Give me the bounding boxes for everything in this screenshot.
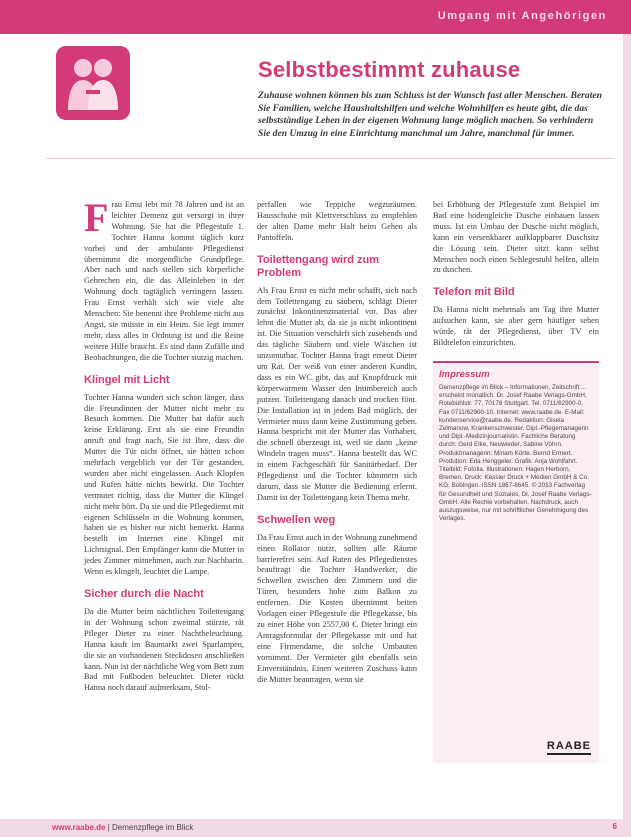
header-band xyxy=(0,0,631,34)
paragraph: perfallen wie Teppiche wegzuräumen. Hausschuhe mit Klettverschluss zu empfehlen der alten Dame mehr Halt beim Gehen als Pantoffeln. xyxy=(257,200,417,242)
intro-text: Zuhause wohnen können bis zum Schluss ist der Wunsch fast aller Menschen. Beraten Sie Familien, welche Haushaltshilfen und welche Wohnhilfen es heute gibt, die das selbstständige Leben in der eigenen Wohnung lange möglich machen. So verhindern Sie den Umzug in eine Einrichtung manchmal um Jahre, manchmal für immer. xyxy=(258,90,602,139)
two-people-icon xyxy=(56,46,130,120)
footer-url[interactable]: www.raabe.de xyxy=(52,823,106,832)
footer-text: www.raabe.de | Demenzpflege im Blick xyxy=(52,823,194,832)
impressum-body: Demenzpflege im Blick – Informationen, Zeitschrift ... erscheint monatlich. Dr. Josef Raabe Verlags-GmbH, Rotebühlstr. 77, 70178 Stuttgart. Tel. 0711/62900-0, Fax 0711/62900-10. Internet: www.raabe.de. E-Mail: kundenservice@raabe.de. Redaktion: Gisela Zelmanow, Krankenschwester, Dipl.-Pflegemanagerin und Dipl.-Medizinjournalistin. Fachliche Beratung durch: Gerd Elke, Neuwieder, Sabine Vöhrn. Produktmanagerin: Miriam Körte. Bernd Ermert. Prodution: Erla Henggeler. Grafik: Anja Wohlfahrt. Titelbild: Fotolia. Illustrationen: Hagen Herborn, Bremen. Druck: Kessler Druck + Medien GmbH & Co. KG, Bobingen. ISSN 1867-8645. © 2013 Fachverlag für Gesundheit und Soziales, Dr. Josef Raabe Verlags-GmbH. Alle Rechte vorbehalten. Nachdruck, auch auszugsweise, nur mit schriftlicher Genehmigung des Verlages. xyxy=(439,383,592,523)
column-3 xyxy=(433,200,599,763)
page-title: Selbstbestimmt zuhause xyxy=(258,57,521,82)
heading-telefon: Telefon mit Bild xyxy=(433,286,515,299)
paragraph: Als Frau Ernst es nicht mehr schafft, sich nach dem Toilettengang zu säubern, schlägt Dieter zunächst Inkontinenzmaterial vor. Das aber lehnt die Mutter ab, da sie ja nicht inkontinent ist. Die Situation verschärft sich zusehends und das tägliche Säubern und viele Wäschen ist unzumutbar. Tochter Hanna fragt erneut Dieter um Rat. Der weiß von einer anderen Kundin, dass es ein WC gibt, das auf Knopfdruck mit körperwarmem Wasser den Intimbereich auch putzen. Toilettengang danach und trocken fönt. Die Installation ist in jedem Bad möglich, der Vermieter muss dann keine Zustimmung geben. Hanna bespricht mit der Mutter das Vorhaben, die schnell überzeugt ist, weil sie dann „keine Windeln tragen muss“. Hanna bestellt das WC in einem Fachgeschäft für Sanitärbedarf. Der Pflegedienst und die Tochter kümmern sich darum, dass sie Mutter die Bedienung erlernt. Damit ist der Toilettengang kein Thema mehr. xyxy=(257,285,417,502)
paragraph: rau Ernst lebt mit 78 Jahren und ist an leichter Demenz gut versorgt in ihrer Wohnung. Sie hat die Pflegestufe 1. Tochter Hanna kommt täglich kurz vorbei und der ambulante Pflegedienst übernimmt die morgendliche Grundpflege. Aber nach und nach stellen sich körperliche Gebrechen ein, die das Alleinleben in der Wohnung doch tagtäglich verringern lassen. Frau Ernst verhält sich wie viele alte Menschen: Sie benennt ihre Probleme nicht aus Angst, sie müsste in ein Heim. Sie legt immer mehr, dass alles in Ordnung ist und die Reine weitere Hilfe braucht. Es sind dann Zufälle und Beobachtungen, die die Tochter stutzig machen. xyxy=(84,200,244,362)
paragraph: bei Erhöhung der Pflegestufe zum Beispiel im Bad eine bodengleiche Dusche einbauen lassen muss. Ist ein Umbau der Dusche nicht möglich, kann ein versenkbarer aufklappbarer Duschsitz die Lösung sein. Dieter sitzt kann selbst Menschen noch einen Schlegestuhl helfen, allein zu duschen. xyxy=(433,200,599,275)
section-label: Umgang mit Angehörigen xyxy=(437,10,607,22)
side-strip xyxy=(623,34,631,824)
footer-band xyxy=(0,819,631,837)
paragraph: Da die Mutter beim nächtlichen Toilettengang in der Wohnung schon zweimal stürzte, rät Pfleger Dieter zu einer Nachtbeleuchtung. Hanna kauft im Baumarkt zwei Sparlampen, die sie an vorhandenen Steckdosen anschließen kann. Nun ist der nächtliche Weg vom Bett zum Bad mit Fußboden beleuchtet. Dieter rückt Hanna noch darauf aufmerksam, Stol- xyxy=(84,607,244,693)
paragraph: Tochter Hanna wundert sich schon länger, dass die Freundinnen der Mutter nicht mehr zu Besuch kommen. Die Mutter hat dafür auch keine Erklärung. Erst als sie eine Freundin anruft und fragt nach, Sie ist Ihre, dass die Mutter die Tür nicht öffnet, sie hätten schon mehrfach vergeblich vor der Tür gestanden, wurden aber nicht eingelassen. Auch Klopfen und Rufen hätte nichts bewirkt. Die Tochter vermutet richtig, dass die Mutter die Klingel nicht mehr hört. Da sie und die Pflegedienst mit eigenen Schlüsseln in die Wohnung kommen, haben sie es bisher nur nicht bemerkt. Hanna bestellt im Internet eine Klingel mit Lichtsignal. Den Empfänger kann die Mutter in jedes Zimmer mitnehmen, auch zur Nachbarin. Wenn es klingelt, leuchtet die Lampe. xyxy=(84,392,244,577)
footer-publication: Demenzpflege im Blick xyxy=(112,823,194,832)
heading-nacht: Sicher durch die Nacht xyxy=(84,588,204,600)
impressum-box xyxy=(433,361,599,763)
paragraph: Da Hanna nicht mehrmals am Tag ihre Mutter aufsuchen kann, sie aber gern häufiger sehen würde, rät der Pflegedienst, über TV ein Bildtelefon einzurichten. xyxy=(433,305,599,348)
heading-klingel: Klingel mit Licht xyxy=(84,373,170,386)
drop-cap: F xyxy=(84,195,109,240)
column-1 xyxy=(84,195,244,694)
heading-schwellen: Schwellen weg xyxy=(257,513,336,526)
heading-toilettengang: Toilettengang wird zum Problem xyxy=(257,253,380,279)
impressum-title: Impressum xyxy=(439,368,490,380)
raabe-logo: RAABE xyxy=(547,740,591,755)
paragraph: Da Frau Ernst auch in der Wohnung zunehmend einen Rollator nutzt, sollten alle Räume barrierefrei sein. Auf Raten des Pflegedienstes beauftragt die Tochter Handwerker, die Schwellen zwischen den Zimmern und die Türen, besonders hohe zum Balkon zu entfernen. Die Kosten übernimmt beiten Vorlagen einer Pflegestufe die Pflegekasse, bis zu einer Höhe von 2557,00 €. Dieter bringt ein Antragsformular der Pflegekasse mit und hat eine Firmendame, die solche Umbauten vornimmt. Der Vermieter gibt ebenfalls sein Einverständnis. Einen weiteren Zuschuss kann die Mutter beantragen, wenn sie xyxy=(257,532,417,684)
page-number: 6 xyxy=(612,822,617,831)
column-2 xyxy=(257,200,417,685)
divider xyxy=(46,158,614,159)
